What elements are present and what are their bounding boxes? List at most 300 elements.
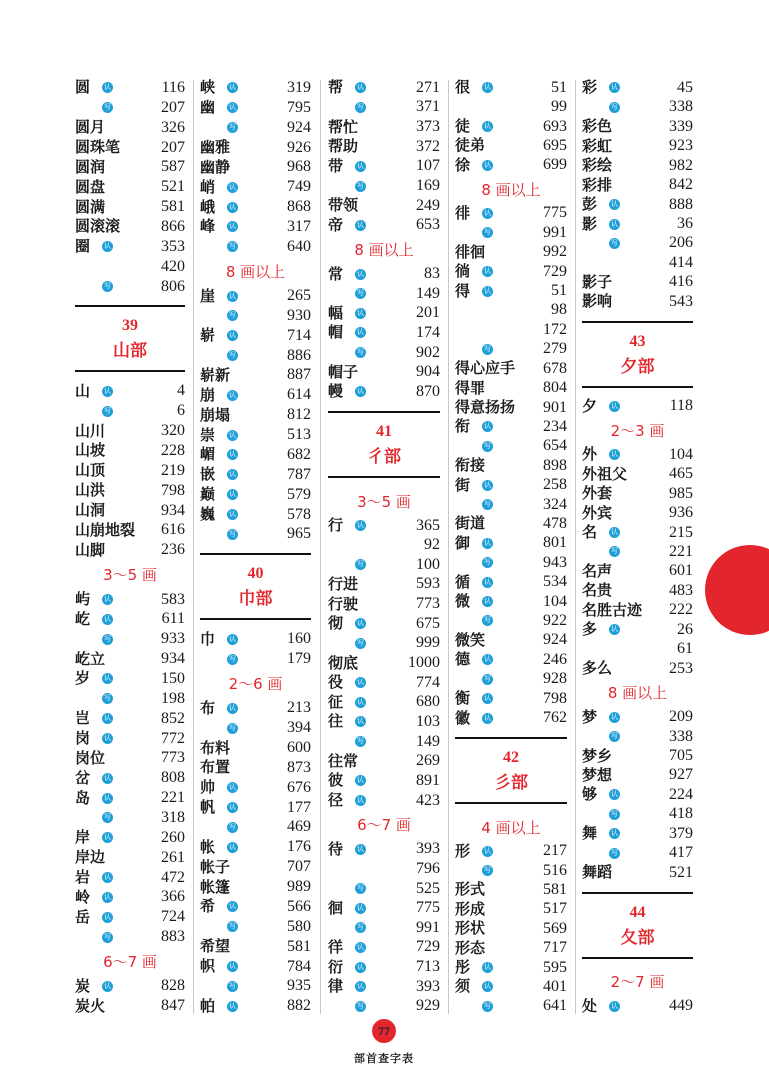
write-badge-icon: 写 <box>104 694 111 703</box>
write-badge-icon: 写 <box>484 674 491 683</box>
page-ref: 713 <box>416 958 440 976</box>
write-badge-icon: 写 <box>357 638 364 647</box>
index-entry <box>200 937 311 957</box>
index-entry <box>455 900 567 919</box>
entry-text: 希望 <box>200 937 231 956</box>
entry-text: 山洪 <box>75 481 106 500</box>
index-entry <box>200 798 311 818</box>
entry-text: 形成 <box>455 899 486 918</box>
radical-number: 40 <box>247 565 264 583</box>
entry-text: 帐篷 <box>200 877 231 896</box>
page-ref: 172 <box>543 320 567 338</box>
index-entry <box>328 898 440 918</box>
index-entry <box>455 689 567 708</box>
index-entry <box>455 938 567 957</box>
divider-rule <box>328 476 440 478</box>
radical-section-header <box>328 402 440 487</box>
index-entry <box>75 441 185 461</box>
index-entry <box>582 824 693 843</box>
recognize-badge-icon: 认 <box>611 1001 618 1010</box>
page-ref: 201 <box>416 304 440 322</box>
index-entry <box>582 766 693 785</box>
index-entry <box>75 907 185 927</box>
write-badge-icon: 写 <box>484 866 491 875</box>
page-ref: 935 <box>287 977 311 995</box>
page-ref: 798 <box>161 481 185 499</box>
recognize-badge-icon: 认 <box>484 597 491 606</box>
entry-text: 循 <box>455 572 471 591</box>
index-entry <box>455 841 567 860</box>
index-entry-continuation <box>328 284 440 304</box>
entry-text: 巾 <box>200 629 216 648</box>
entry-text: 外宾 <box>582 503 613 522</box>
radical-name: 夕部 <box>620 356 655 377</box>
index-entry-continuation <box>328 879 440 899</box>
entry-text: 徒弟 <box>455 136 486 155</box>
entry-text: 山崩地裂 <box>75 520 136 539</box>
index-entry <box>328 653 440 673</box>
index-entry-continuation <box>328 732 440 752</box>
entry-text: 幽 <box>200 98 216 117</box>
stroke-count-heading: 6～7 画 <box>103 953 157 972</box>
page-ref: 373 <box>416 118 440 136</box>
page-ref: 516 <box>543 861 567 879</box>
page-ref: 534 <box>543 573 567 591</box>
page-ref: 581 <box>543 880 567 898</box>
page-ref: 775 <box>416 899 440 917</box>
recognize-badge-icon: 认 <box>357 269 364 278</box>
entry-text: 带 <box>328 156 344 175</box>
recognize-badge-icon: 认 <box>611 829 618 838</box>
stroke-count-heading: 8 画以上 <box>354 241 414 260</box>
index-entry-continuation <box>200 524 311 544</box>
index-column-1 <box>75 78 185 1016</box>
entry-text: 屹立 <box>75 649 106 668</box>
index-entry <box>200 957 311 977</box>
index-entry-continuation <box>75 98 185 118</box>
radical-number: 44 <box>629 903 646 921</box>
recognize-badge-icon: 认 <box>104 892 111 901</box>
index-entry-continuation <box>75 401 185 421</box>
page-ref: 393 <box>416 840 440 858</box>
recognize-badge-icon: 认 <box>104 833 111 842</box>
page-ref: 929 <box>416 997 440 1015</box>
divider-rule <box>455 802 567 804</box>
index-entry-continuation <box>582 97 693 116</box>
page-ref: 775 <box>543 204 567 222</box>
entry-text: 希 <box>200 897 216 916</box>
entry-text: 彼 <box>328 771 344 790</box>
divider-rule <box>582 386 693 388</box>
recognize-badge-icon: 认 <box>104 912 111 921</box>
recognize-badge-icon: 认 <box>611 712 618 721</box>
page-ref: 611 <box>161 610 185 628</box>
recognize-badge-icon: 认 <box>229 470 236 479</box>
page-ref: 904 <box>416 363 440 381</box>
page-ref: 320 <box>161 422 185 440</box>
recognize-badge-icon: 认 <box>484 713 491 722</box>
recognize-badge-icon: 认 <box>484 577 491 586</box>
entry-text: 崖 <box>200 286 216 305</box>
recognize-badge-icon: 认 <box>611 401 618 410</box>
divider-rule <box>455 737 567 739</box>
recognize-badge-icon: 认 <box>229 202 236 211</box>
index-entry <box>200 738 311 758</box>
index-entry-continuation <box>328 918 440 938</box>
page-ref: 798 <box>543 689 567 707</box>
recognize-badge-icon: 认 <box>229 783 236 792</box>
divider-rule <box>328 411 440 413</box>
entry-text: 衔 <box>455 417 471 436</box>
page-ref: 219 <box>161 461 185 479</box>
index-entry <box>582 292 693 311</box>
page-ref: 104 <box>669 445 693 463</box>
index-entry <box>455 117 567 136</box>
page-ref: 215 <box>669 523 693 541</box>
page-ref: 521 <box>669 863 693 881</box>
page-ref: 104 <box>543 592 567 610</box>
write-badge-icon: 写 <box>484 441 491 450</box>
entry-text: 布置 <box>200 758 231 777</box>
page-ref: 795 <box>287 98 311 116</box>
entry-text: 山川 <box>75 421 106 440</box>
page-ref: 991 <box>416 918 440 936</box>
radical-name: 巾部 <box>238 589 273 610</box>
page-ref: 339 <box>669 117 693 135</box>
page-ref: 366 <box>161 888 185 906</box>
entry-text: 往常 <box>328 751 359 770</box>
entry-text: 屿 <box>75 590 91 608</box>
index-entry <box>200 197 311 217</box>
page-ref: 118 <box>669 397 693 415</box>
write-badge-icon: 写 <box>484 1001 491 1010</box>
page-ref: 149 <box>416 732 440 750</box>
index-entry-continuation <box>328 176 440 196</box>
entry-text: 常 <box>328 264 344 283</box>
column-divider <box>320 80 321 1014</box>
page-ref: 682 <box>287 445 311 463</box>
entry-text: 外套 <box>582 484 613 503</box>
footer-title: 部首查字表 <box>354 1052 414 1065</box>
write-badge-icon: 写 <box>229 654 236 663</box>
recognize-badge-icon: 认 <box>104 242 111 251</box>
index-entry-continuation <box>328 98 440 118</box>
page-ref: 483 <box>669 581 693 599</box>
entry-text: 梦乡 <box>582 746 613 765</box>
write-badge-icon: 写 <box>357 737 364 746</box>
page-ref: 774 <box>416 673 440 691</box>
index-entry-continuation <box>455 997 567 1016</box>
index-entry <box>200 485 311 505</box>
index-entry <box>200 177 311 197</box>
page-ref: 714 <box>287 326 311 344</box>
page-ref: 569 <box>543 919 567 937</box>
page-ref: 787 <box>287 465 311 483</box>
entry-text: 崭新 <box>200 365 231 384</box>
page-ref: 806 <box>161 277 185 295</box>
index-entry <box>328 673 440 693</box>
page-ref: 517 <box>543 900 567 918</box>
index-entry <box>328 516 440 536</box>
recognize-badge-icon: 认 <box>357 161 364 170</box>
entry-text: 帽子 <box>328 362 359 381</box>
index-entry <box>200 505 311 525</box>
index-entry <box>455 359 567 378</box>
page-ref: 258 <box>543 476 567 494</box>
write-badge-icon: 写 <box>229 242 236 251</box>
entry-text: 圆盘 <box>75 177 106 196</box>
recognize-badge-icon: 认 <box>357 387 364 396</box>
index-entry <box>455 534 567 553</box>
page-ref: 198 <box>161 689 185 707</box>
index-entry <box>200 445 311 465</box>
entry-text: 彤 <box>455 958 471 977</box>
recognize-badge-icon: 认 <box>357 717 364 726</box>
stroke-count-heading: 2～6 画 <box>228 675 283 694</box>
page-ref: 449 <box>669 997 693 1015</box>
entry-text: 徽 <box>455 708 471 727</box>
radical-section-header <box>200 544 311 629</box>
index-entry-continuation <box>200 818 311 838</box>
page-ref: 513 <box>287 426 311 444</box>
entry-text: 徒 <box>455 117 471 136</box>
entry-text: 徜 <box>455 262 471 281</box>
index-entry-continuation <box>200 118 311 138</box>
write-badge-icon: 写 <box>611 102 618 111</box>
page-ref: 472 <box>161 868 185 886</box>
entry-text: 影响 <box>582 292 613 311</box>
index-entry <box>200 996 311 1016</box>
entry-text: 岔 <box>75 768 91 787</box>
entry-text: 律 <box>328 977 344 996</box>
index-column-2 <box>200 78 311 1016</box>
entry-text: 彩虹 <box>582 136 613 155</box>
index-entry-continuation <box>75 257 185 277</box>
index-entry <box>455 417 567 436</box>
page-ref: 116 <box>161 78 185 96</box>
index-entry <box>75 649 185 669</box>
divider-rule <box>582 892 693 894</box>
index-entry <box>200 465 311 485</box>
page-ref: 578 <box>287 505 311 523</box>
entry-text: 得心应手 <box>455 359 516 378</box>
page-ref: 324 <box>543 495 567 513</box>
entry-text: 夕 <box>582 396 598 415</box>
page-ref: 579 <box>287 485 311 503</box>
entry-text: 彩排 <box>582 175 613 194</box>
page-ref: 653 <box>416 216 440 234</box>
page-ref: 616 <box>161 521 185 539</box>
entry-text: 圆月 <box>75 118 106 137</box>
page-ref: 209 <box>669 708 693 726</box>
index-entry <box>75 828 185 848</box>
page-ref: 393 <box>416 977 440 995</box>
page-ref: 680 <box>416 693 440 711</box>
index-entry <box>455 378 567 397</box>
index-column-3 <box>328 78 440 1016</box>
entry-text: 得 <box>455 281 471 300</box>
index-entry <box>75 217 185 237</box>
entry-text: 街 <box>455 475 471 494</box>
index-entry <box>328 117 440 137</box>
page-ref: 641 <box>543 997 567 1015</box>
index-entry <box>328 215 440 235</box>
index-entry <box>455 78 567 97</box>
page-ref: 418 <box>669 805 693 823</box>
recognize-badge-icon: 认 <box>484 982 491 991</box>
entry-text: 彩 <box>582 78 598 97</box>
page-ref: 933 <box>161 630 185 648</box>
entry-text: 行驶 <box>328 594 359 613</box>
entry-text: 巍 <box>200 505 216 523</box>
index-entry-continuation <box>328 555 440 575</box>
page-ref: 228 <box>161 441 185 459</box>
index-entry <box>200 78 311 98</box>
entry-text: 幽雅 <box>200 138 231 156</box>
page-ref: 762 <box>543 709 567 727</box>
page-ref: 521 <box>161 178 185 196</box>
entry-text: 外祖父 <box>582 464 628 483</box>
page-ref: 420 <box>161 257 185 275</box>
index-entry <box>582 136 693 155</box>
index-entry <box>200 758 311 778</box>
page-ref: 852 <box>161 709 185 727</box>
column-divider <box>575 80 576 1014</box>
divider-rule <box>200 553 311 555</box>
index-entry <box>75 768 185 788</box>
entry-text: 径 <box>328 791 344 810</box>
page-ref: 249 <box>416 196 440 214</box>
index-entry <box>75 118 185 138</box>
entry-text: 圆滚滚 <box>75 217 121 236</box>
index-entry-continuation <box>328 634 440 654</box>
recognize-badge-icon: 认 <box>484 963 491 972</box>
radical-section-header <box>75 296 185 381</box>
stroke-count-heading: 2～3 画 <box>610 422 665 440</box>
entry-text: 崇 <box>200 425 216 444</box>
entry-text: 影 <box>582 214 598 233</box>
index-entry <box>455 880 567 899</box>
write-badge-icon: 写 <box>357 560 364 569</box>
page-number-badge: 77 <box>372 1019 396 1043</box>
page-ref: 828 <box>161 977 185 995</box>
page-ref: 260 <box>161 828 185 846</box>
recognize-badge-icon: 认 <box>104 793 111 802</box>
entry-text: 圆 <box>75 78 91 97</box>
index-entry <box>455 281 567 300</box>
recognize-badge-icon: 认 <box>484 480 491 489</box>
entry-text: 圆润 <box>75 157 106 176</box>
index-entry <box>582 214 693 233</box>
entry-text: 御 <box>455 533 471 552</box>
entry-text: 够 <box>582 785 598 804</box>
recognize-badge-icon: 认 <box>229 222 236 231</box>
recognize-badge-icon: 认 <box>484 83 491 92</box>
recognize-badge-icon: 认 <box>357 308 364 317</box>
page-ref: 100 <box>416 555 440 573</box>
index-entry <box>582 996 693 1015</box>
entry-text: 岗 <box>75 729 91 748</box>
index-entry <box>582 601 693 620</box>
page-ref: 98 <box>551 301 567 319</box>
page-ref: 784 <box>287 957 311 975</box>
page-ref: 177 <box>287 798 311 816</box>
recognize-badge-icon: 认 <box>229 703 236 712</box>
page-ref: 51 <box>551 282 567 300</box>
write-badge-icon: 写 <box>104 282 111 291</box>
page-ref: 371 <box>416 98 440 116</box>
page-ref: 566 <box>287 897 311 915</box>
index-entry-continuation <box>582 253 693 272</box>
index-entry <box>75 237 185 257</box>
index-entry <box>582 581 693 600</box>
write-badge-icon: 写 <box>104 406 111 415</box>
entry-text: 街道 <box>455 514 486 533</box>
index-entry <box>455 592 567 611</box>
index-entry <box>200 698 311 718</box>
index-entry <box>455 243 567 262</box>
recognize-badge-icon: 认 <box>484 122 491 131</box>
page-ref: 595 <box>543 958 567 976</box>
recognize-badge-icon: 认 <box>357 328 364 337</box>
write-badge-icon: 写 <box>357 884 364 892</box>
page-ref: 729 <box>543 262 567 280</box>
entry-text: 帝 <box>328 215 344 234</box>
write-badge-icon: 写 <box>611 809 618 818</box>
index-entry-continuation <box>455 97 567 116</box>
recognize-badge-icon: 认 <box>104 386 111 395</box>
write-badge-icon: 写 <box>484 228 491 237</box>
index-entry <box>75 138 185 158</box>
index-entry <box>328 791 440 811</box>
recognize-badge-icon: 认 <box>229 450 236 459</box>
page-ref: 469 <box>287 818 311 836</box>
index-entry <box>582 156 693 175</box>
page-ref: 654 <box>543 437 567 455</box>
write-badge-icon: 写 <box>357 1001 364 1010</box>
index-entry <box>455 136 567 155</box>
entry-text: 微笑 <box>455 630 486 649</box>
index-entry <box>582 445 693 464</box>
entry-text: 得罪 <box>455 378 486 397</box>
entry-text: 役 <box>328 673 344 692</box>
page-ref: 870 <box>416 382 440 400</box>
page-ref: 99 <box>551 98 567 116</box>
recognize-badge-icon: 认 <box>104 595 111 603</box>
index-entry-continuation <box>200 718 311 738</box>
entry-text: 梦 <box>582 707 598 726</box>
page-ref: 416 <box>669 273 693 291</box>
entry-text: 炭火 <box>75 996 106 1015</box>
recognize-badge-icon: 认 <box>611 200 618 209</box>
page-ref: 160 <box>287 630 311 648</box>
write-badge-icon: 写 <box>229 123 236 132</box>
recognize-badge-icon: 认 <box>357 619 364 628</box>
index-entry <box>328 614 440 634</box>
recognize-badge-icon: 认 <box>357 776 364 785</box>
recognize-badge-icon: 认 <box>611 219 618 228</box>
index-entry <box>200 286 311 306</box>
entry-text: 嵌 <box>200 465 216 484</box>
page-ref: 801 <box>543 534 567 552</box>
index-entry <box>200 425 311 445</box>
recognize-badge-icon: 认 <box>357 844 364 853</box>
index-entry <box>328 771 440 791</box>
radical-name: 彡部 <box>494 772 528 793</box>
page-ref: 601 <box>669 562 693 580</box>
recognize-badge-icon: 认 <box>229 83 236 92</box>
write-badge-icon: 写 <box>357 181 364 190</box>
